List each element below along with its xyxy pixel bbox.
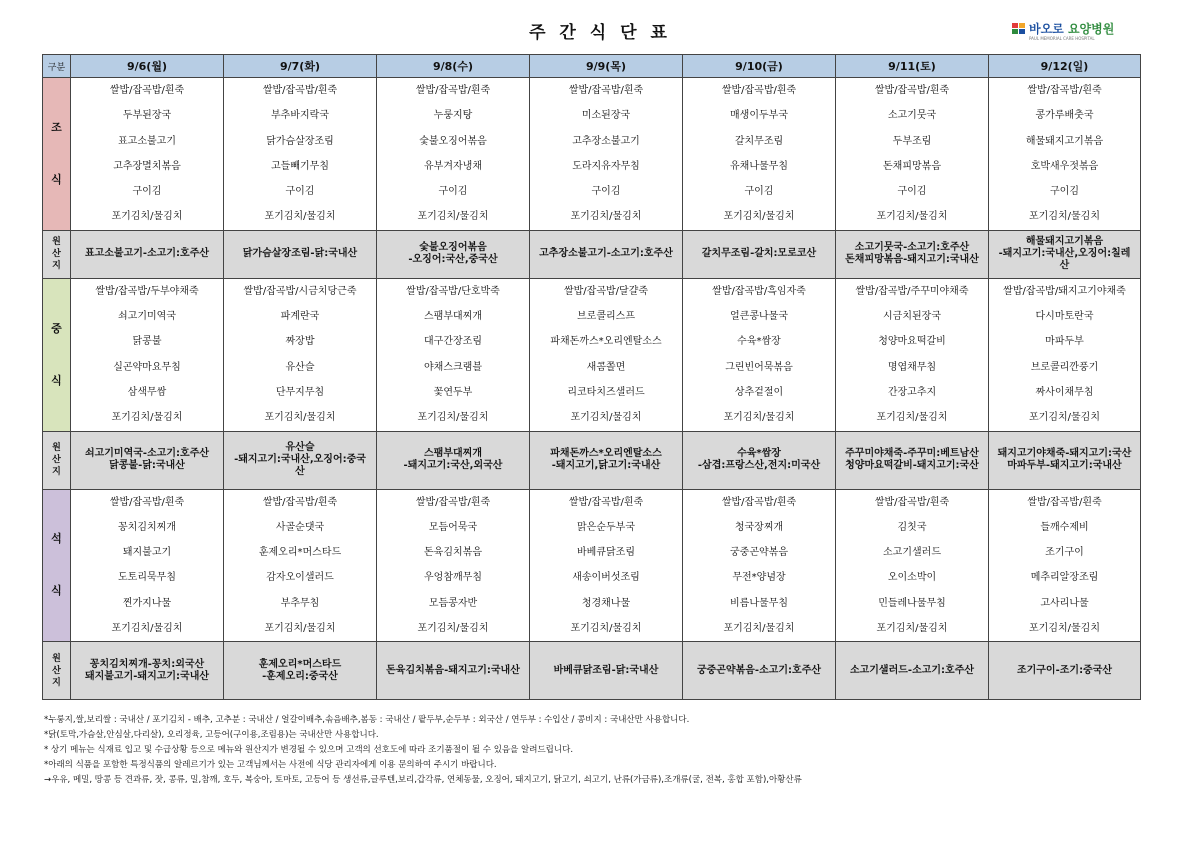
origin-cell: 표고소불고기-소고기:호주산 (71, 230, 224, 278)
gubun-header: 구분 (43, 55, 71, 78)
menu-item: 유채나물무침 (730, 160, 788, 172)
note-line: * 상기 메뉴는 식재료 입고 및 수급상황 등으로 메뉴와 원산지가 변경될 수 있으며 고객의 선호도에 따라 조기품절이 될 수 있음을 알려드립니다. (44, 745, 574, 755)
origin-cell: 숯불오징어볶음 -오징어:국산,중국산 (377, 230, 530, 278)
menu-item: 포기김치/물김치 (570, 623, 642, 635)
menu-cell (224, 278, 377, 431)
menu-item: 민들레나물무침 (878, 597, 946, 609)
menu-cell (224, 78, 377, 231)
menu-item: 호박새우젓볶음 (1030, 160, 1099, 172)
menu-item: 닭콩불 (132, 336, 162, 348)
menu-item: 매생이두부국 (730, 110, 788, 122)
day-header: 9/8(수) (377, 55, 530, 78)
note-line: →우유, 메밀, 땅콩 등 견과류, 잣, 콩류, 밀,참깨, 호두, 복숭아, 토마토, 고등어 등 생선류,글루텐,보리,갑각류, 연체동물, 오징어, 돼지고기, 닭고기, 쇠고기, 난류(가금류),조개류(굴, 전복, 홍합 포함),아황산류 (44, 775, 802, 785)
menu-cell (683, 278, 836, 431)
menu-item: 대구간장조림 (424, 336, 482, 348)
menu-cell (377, 278, 530, 431)
menu-cell (71, 489, 224, 642)
menu-item: 수육*쌈장 (737, 336, 781, 348)
menu-cell (989, 489, 1141, 642)
origin-cell: 스팸부대찌개 -돼지고기:국산,외국산 (377, 431, 530, 489)
menu-cell (836, 78, 989, 231)
menu-item: 갈치무조림 (734, 135, 784, 147)
breakfast-label: 조 식 (43, 78, 71, 231)
menu-item: 리코타치즈샐러드 (567, 386, 645, 398)
menu-item: 오이소박이 (887, 572, 937, 584)
menu-cell (71, 278, 224, 431)
menu-item: 쌀밥/잡곡밥/주꾸미야채죽 (855, 285, 969, 297)
menu-item: 훈제오리*머스타드 (258, 547, 342, 559)
menu-item: 파채돈까스*오리엔탈소스 (550, 336, 662, 348)
menu-item: 미소된장국 (581, 110, 631, 122)
origin-cell: 주꾸미야채죽-주꾸미:베트남산 청양마요떡갈비-돼지고기:국산 (836, 431, 989, 489)
day-header-row (43, 55, 1141, 78)
dinner-label: 석 식 (43, 489, 71, 642)
menu-item: 삼색무쌈 (127, 386, 167, 398)
origin-cell: 돼지고기야채죽-돼지고기:국산 마파두부-돼지고기:국내산 (989, 431, 1141, 489)
lunch-origin-row (43, 431, 1141, 489)
menu-cell (530, 489, 683, 642)
menu-item: 포기김치/물김치 (876, 412, 948, 424)
menu-item: 쌀밥/잡곡밥/달걀죽 (563, 285, 649, 297)
menu-item: 꽃연두부 (433, 386, 473, 398)
menu-item: 두부조림 (892, 135, 932, 147)
menu-item: 사골순댓국 (275, 521, 325, 533)
menu-item: 돼지불고기 (122, 547, 172, 559)
menu-item: 쌀밥/잡곡밥/흰죽 (109, 496, 185, 508)
menu-item: 포기김치/물김치 (417, 623, 489, 635)
menu-item: 궁중곤약볶음 (730, 547, 788, 559)
menu-item: 쌀밥/잡곡밥/흰죽 (1027, 496, 1102, 508)
menu-item: 포기김치/물김치 (723, 412, 795, 424)
menu-item: 고사리나물 (1040, 597, 1089, 609)
menu-item: 쌀밥/잡곡밥/흰죽 (262, 496, 338, 508)
page-title: 주 간 식 단 표 (529, 23, 671, 43)
menu-item: 포기김치/물김치 (417, 211, 489, 223)
logo-text (1029, 22, 1114, 36)
hospital-logo (1012, 22, 1114, 41)
menu-item: 누룽지탕 (433, 110, 473, 122)
menu-item: 브로콜리스프 (577, 311, 635, 323)
menu-item: 구이김 (438, 186, 468, 198)
note-line: *누룽지,쌀,보리쌀 : 국내산 / 포기김치 - 배추, 고추분 : 국내산 / 얼갈이배추,솎음배추,봄동 : 국내산 / 팥두부,순두부 : 외국산 / 연두부 : 수입산 / 콩비지 : 국내산만 사용합니다. (44, 715, 690, 725)
dinner-origin-row (43, 642, 1141, 700)
menu-item: 파계란국 (280, 311, 320, 323)
origin-label: 원 산 지 (43, 431, 71, 489)
menu-item: 쌀밥/잡곡밥/흰죽 (109, 85, 185, 96)
breakfast-origin-row (43, 230, 1141, 278)
menu-item: 부추바지락국 (271, 110, 329, 122)
origin-cell: 돈육김치볶음-돼지고기:국내산 (377, 642, 530, 700)
menu-item: 새콤쫄면 (586, 361, 626, 373)
menu-item: 시금치된장국 (883, 311, 941, 323)
menu-item: 두부된장국 (122, 110, 172, 122)
menu-item: 포기김치/물김치 (723, 211, 795, 223)
origin-cell: 꽁치김치찌개-꽁치:외국산 돼지불고기-돼지고기:국내산 (71, 642, 224, 700)
menu-item: 쇠고기미역국 (118, 311, 176, 323)
logo-name-part2: 요양병원 (1067, 22, 1115, 36)
menu-item: 돈채피망볶음 (883, 160, 941, 172)
note-line: *아래의 식품을 포함한 특정식품의 알레르기가 있는 고객님께서는 사전에 식당 관리자에게 이용 문의하여 주시기 바랍니다. (44, 760, 497, 770)
day-header: 9/11(토) (836, 55, 989, 78)
origin-cell: 쇠고기미역국-소고기:호주산 닭콩불-닭:국내산 (71, 431, 224, 489)
dinner-row (43, 489, 1141, 642)
origin-cell: 수육*쌈장 -삼겹:프랑스산,전지:미국산 (683, 431, 836, 489)
menu-item: 고추장멸치볶음 (113, 160, 181, 172)
menu-item: 그린빈어묵볶음 (725, 361, 793, 373)
menu-item: 쌀밥/잡곡밥/흰죽 (262, 85, 338, 96)
menu-item: 구이김 (132, 186, 162, 198)
origin-cell: 소고기뭇국-소고기:호주산 돈채피망볶음-돼지고기:국내산 (836, 230, 989, 278)
menu-item: 맑은순두부국 (577, 521, 635, 533)
menu-item: 포기김치/물김치 (417, 412, 489, 424)
menu-item: 숯불오징어볶음 (419, 135, 487, 147)
menu-item: 포기김치/물김치 (111, 412, 183, 424)
menu-item: 무전*양념장 (732, 572, 786, 584)
menu-item: 김칫국 (897, 521, 927, 533)
menu-item: 유산슬 (285, 361, 315, 373)
notes-section (44, 713, 1144, 788)
menu-item: 포기김치/물김치 (723, 623, 795, 635)
menu-item: 쌀밥/잡곡밥/흰죽 (415, 85, 491, 96)
menu-item: 구이김 (285, 186, 315, 198)
menu-item: 스팸부대찌개 (424, 311, 482, 323)
menu-item: 다시마토란국 (1035, 311, 1094, 323)
menu-item: 쌀밥/잡곡밥/흰죽 (568, 496, 644, 508)
menu-item: 짜장밥 (285, 336, 315, 348)
menu-item: 구이김 (591, 186, 621, 198)
menu-item: 포기김치/물김치 (876, 623, 948, 635)
day-header: 9/12(일) (989, 55, 1141, 78)
menu-item: 소고기샐러드 (883, 547, 941, 559)
menu-item: 포기김치/물김치 (570, 412, 642, 424)
day-header: 9/10(금) (683, 55, 836, 78)
menu-item: 브로콜리깐풍기 (1030, 361, 1099, 373)
menu-item: 포기김치/물김치 (876, 211, 948, 223)
note-line: *닭(토막,가슴살,안심살,다리살), 오리정육, 고등어(구이용,조림용)는 국내산만 사용합니다. (44, 730, 379, 740)
menu-item: 청국장찌개 (734, 521, 784, 533)
menu-item: 포기김치/물김치 (1029, 623, 1100, 635)
day-header: 9/9(목) (530, 55, 683, 78)
menu-item: 명엽채무침 (887, 361, 937, 373)
menu-cell (377, 78, 530, 231)
menu-item: 바베큐닭조림 (577, 547, 635, 559)
menu-item: 고추장소불고기 (572, 135, 640, 147)
menu-item: 쌀밥/잡곡밥/흰죽 (874, 85, 950, 96)
menu-item: 포기김치/물김치 (264, 412, 336, 424)
origin-cell: 해물돼지고기볶음 -돼지고기:국내산,오징어:칠레 산 (989, 230, 1141, 278)
menu-item: 단무지무침 (275, 386, 325, 398)
day-header: 9/7(화) (224, 55, 377, 78)
menu-item: 포기김치/물김치 (264, 211, 336, 223)
menu-item: 쌀밥/잡곡밥/시금치당근죽 (243, 285, 357, 297)
day-header: 9/6(월) (71, 55, 224, 78)
menu-item: 쌀밥/잡곡밥/단호박죽 (406, 285, 500, 297)
origin-cell: 유산슬 -돼지고기:국내산,오징어:중국 산 (224, 431, 377, 489)
menu-item: 구이김 (1050, 186, 1079, 198)
menu-item: 도토리묵무침 (118, 572, 176, 584)
menu-item: 감자오이샐러드 (266, 572, 334, 584)
breakfast-row (43, 78, 1141, 231)
menu-item: 새송이버섯조림 (572, 572, 640, 584)
menu-item: 간장고추지 (887, 386, 937, 398)
menu-cell (71, 78, 224, 231)
menu-item: 쌀밥/잡곡밥/두부야채죽 (95, 285, 199, 297)
menu-item: 모듬콩자반 (428, 597, 478, 609)
menu-item: 포기김치/물김치 (264, 623, 336, 635)
origin-cell: 훈제오리*머스타드 -훈제오리:중국산 (224, 642, 377, 700)
logo-subtext: PAUL MEMORIAL CARE HOSPITAL (1029, 36, 1095, 41)
menu-cell (224, 489, 377, 642)
lunch-row (43, 278, 1141, 431)
menu-cell (377, 489, 530, 642)
menu-item: 닭가슴살장조림 (266, 135, 334, 147)
menu-item: 쌀밥/잡곡밥/흰죽 (568, 85, 644, 96)
menu-item: 쌀밥/잡곡밥/흰죽 (874, 496, 950, 508)
menu-item: 소고기뭇국 (887, 110, 937, 122)
origin-cell: 바베큐닭조림-닭:국내산 (530, 642, 683, 700)
menu-item: 쌀밥/잡곡밥/돼지고기야채죽 (1003, 285, 1126, 297)
menu-item: 구이김 (897, 186, 927, 198)
origin-label: 원 산 지 (43, 230, 71, 278)
menu-item: 표고소불고기 (118, 135, 176, 147)
menu-cell (836, 278, 989, 431)
menu-cell (683, 489, 836, 642)
menu-cell (683, 78, 836, 231)
menu-item: 얼큰콩나물국 (730, 311, 788, 323)
menu-item: 찐가지나물 (122, 597, 172, 609)
menu-item: 해물돼지고기볶음 (1025, 135, 1104, 147)
origin-cell: 닭가슴살장조림-닭:국내산 (224, 230, 377, 278)
menu-item: 포기김치/물김치 (570, 211, 642, 223)
menu-item: 들깨수제비 (1040, 521, 1089, 533)
menu-item: 청양마요떡갈비 (878, 336, 946, 348)
menu-item: 조기구이 (1045, 547, 1084, 559)
origin-cell: 파채돈까스*오리엔탈소스 -돼지고기,닭고기:국내산 (530, 431, 683, 489)
menu-item: 메추리알장조림 (1030, 572, 1099, 584)
menu-item: 유부겨자냉채 (424, 160, 482, 172)
menu-item: 콩가루배춧국 (1035, 110, 1094, 122)
origin-cell: 소고기샐러드-소고기:호주산 (836, 642, 989, 700)
origin-cell: 조기구이-조기:중국산 (989, 642, 1141, 700)
origin-cell: 갈치무조림-갈치:모로코산 (683, 230, 836, 278)
origin-cell: 궁중곤약볶음-소고기:호주산 (683, 642, 836, 700)
menu-item: 고들빼기무침 (271, 160, 329, 172)
menu-item: 포기김치/물김치 (111, 211, 183, 223)
menu-cell (530, 278, 683, 431)
menu-item: 쌀밥/잡곡밥/흰죽 (721, 496, 797, 508)
weekly-menu-table (42, 54, 1141, 700)
menu-cell (530, 78, 683, 231)
menu-item: 모듬어묵국 (428, 521, 478, 533)
menu-cell (989, 78, 1141, 231)
lunch-label: 중 식 (43, 278, 71, 431)
menu-item: 실곤약마요무침 (113, 361, 181, 373)
menu-item: 마파두부 (1045, 336, 1084, 348)
menu-item: 쌀밥/잡곡밥/흰죽 (721, 85, 797, 96)
menu-item: 쌀밥/잡곡밥/흰죽 (1027, 85, 1102, 96)
menu-item: 비름나물무침 (730, 597, 788, 609)
menu-item: 돈육김치볶음 (424, 547, 482, 559)
menu-item: 짜사이채무침 (1035, 386, 1094, 398)
menu-item: 우엉참깨무침 (424, 572, 482, 584)
menu-item: 쌀밥/잡곡밥/흑임자죽 (712, 285, 806, 297)
menu-cell (989, 278, 1141, 431)
menu-item: 청경채나물 (581, 597, 631, 609)
menu-item: 포기김치/물김치 (1029, 412, 1100, 424)
logo-icon (1012, 23, 1026, 35)
menu-item: 부추무침 (280, 597, 320, 609)
menu-item: 야채스크램블 (424, 361, 482, 373)
menu-item: 포기김치/물김치 (1029, 211, 1100, 223)
menu-item: 꽁치김치찌개 (118, 521, 176, 533)
menu-cell (836, 489, 989, 642)
origin-label: 원 산 지 (43, 642, 71, 700)
menu-item: 쌀밥/잡곡밥/흰죽 (415, 496, 491, 508)
menu-item: 도라지유자무침 (572, 160, 640, 172)
menu-item: 구이김 (744, 186, 774, 198)
menu-item: 포기김치/물김치 (111, 623, 183, 635)
menu-item: 상추겉절이 (734, 386, 784, 398)
logo-name-part1: 바오로 (1029, 22, 1064, 36)
origin-cell: 고추장소불고기-소고기:호주산 (530, 230, 683, 278)
